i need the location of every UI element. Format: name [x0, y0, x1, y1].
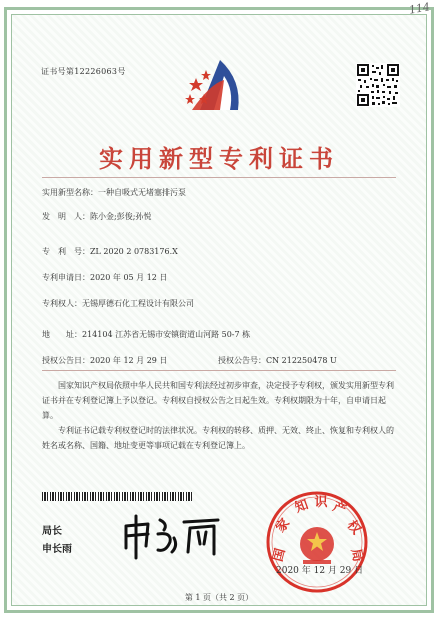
patentee-field — [42, 298, 194, 309]
middle-divider — [42, 370, 396, 371]
certificate-body — [42, 378, 398, 453]
signer-role: 局长 — [42, 526, 62, 537]
field-value: 一种自吸式无堵塞排污泵 — [98, 188, 186, 197]
svg-text:产: 产 — [330, 499, 349, 519]
utility-model-name-field — [42, 187, 186, 198]
patent-number-field — [42, 246, 178, 257]
field-value: 2020 年 05 月 12 日 — [90, 273, 168, 282]
field-label: 地 址： — [42, 330, 82, 339]
body-paragraph: 国家知识产权局依照中华人民共和国专利法经过初步审查，决定授予专利权，颁发实用新型专利证书并在专利登记簿上予以登记。专利权自授权公告之日起生效。专利权期限为十年，自申请日起算。 — [42, 381, 394, 420]
field-value: CN 212250478 U — [266, 356, 337, 365]
field-value: ZL 2020 2 0783176.X — [90, 247, 178, 256]
field-label: 专利权人： — [42, 299, 82, 308]
svg-text:国: 国 — [270, 546, 289, 564]
official-seal-icon — [265, 490, 369, 594]
grant-number-field — [218, 355, 337, 366]
svg-text:家: 家 — [273, 515, 294, 536]
svg-text:识: 识 — [314, 495, 328, 510]
field-label: 授权公告日： — [42, 356, 90, 365]
handwritten-page-number: 114 — [408, 0, 431, 17]
certificate-number: 证书号第12226063号 — [41, 67, 126, 76]
body-paragraph: 专利证书记载专利权登记时的法律状况。专利权的转移、质押、无效、终止、恢复和专利权人的姓名或名称、国籍、地址变更等事项记载在专利登记簿上。 — [42, 426, 394, 450]
top-divider — [42, 177, 396, 178]
cnipa-logo-icon — [180, 50, 252, 122]
field-label: 专 利 号： — [42, 247, 90, 256]
address-field — [42, 329, 250, 340]
certificate-title: 实用新型专利证书 — [99, 144, 339, 173]
field-label: 发 明 人： — [42, 212, 90, 221]
qr-code-icon — [356, 63, 400, 107]
page-footer: 第 1 页（共 2 页） — [184, 593, 254, 602]
svg-text:局: 局 — [347, 547, 366, 564]
field-value: 214104 江苏省无锡市安镇街道山河路 50-7 栋 — [82, 330, 251, 339]
svg-text:权: 权 — [343, 517, 364, 538]
field-value: 无锡厚德石化工程设计有限公司 — [82, 299, 194, 308]
handwritten-signature-icon — [118, 512, 228, 562]
barcode — [42, 492, 192, 501]
grant-date-field — [42, 355, 167, 366]
svg-text:知: 知 — [293, 497, 311, 516]
seal-date: 2020 年 12 月 29 日 — [276, 566, 364, 576]
signer-name: 申长雨 — [42, 544, 72, 555]
inventor-field — [42, 211, 151, 222]
field-label: 实用新型名称： — [42, 188, 98, 197]
field-value: 陈小金;彭俊;孙悦 — [90, 212, 152, 221]
field-value: 2020 年 12 月 29 日 — [90, 356, 168, 365]
field-label: 授权公告号： — [218, 356, 266, 365]
field-label: 专利申请日： — [42, 273, 90, 282]
application-date-field — [42, 272, 167, 283]
